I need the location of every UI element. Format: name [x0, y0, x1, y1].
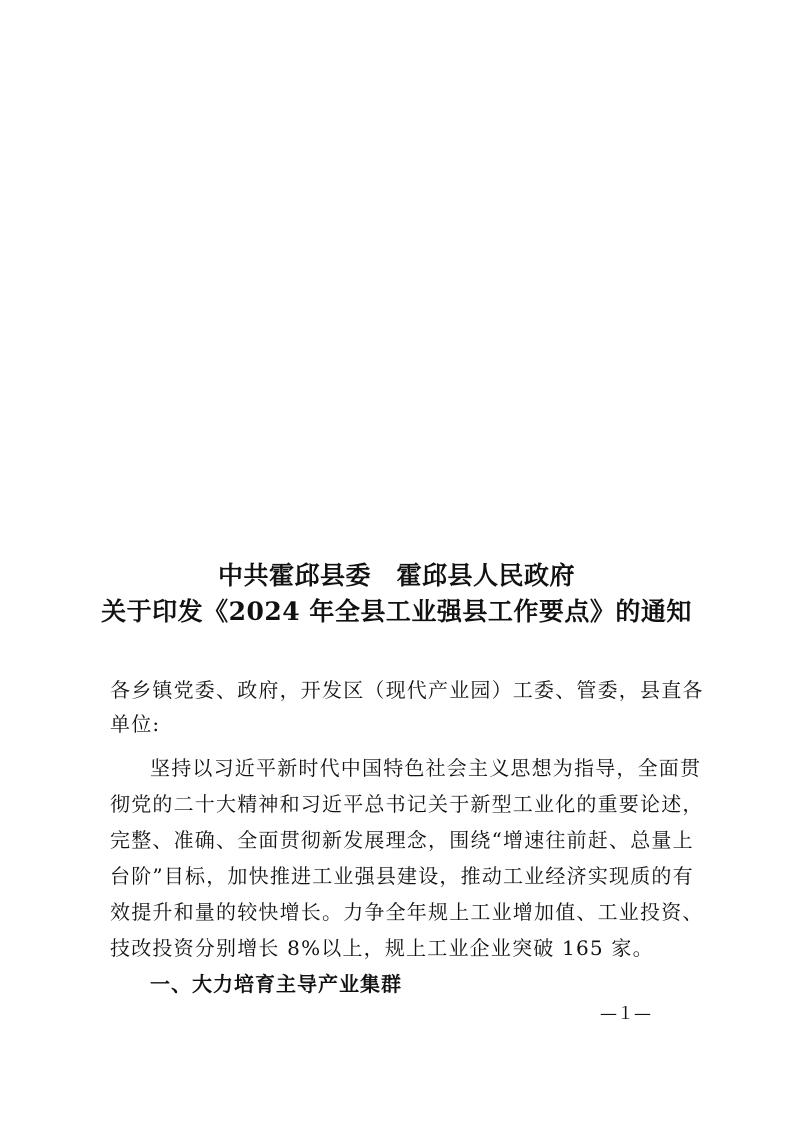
paragraph-line-3: 完整、准确、全面贯彻新发展理念，围绕“增速往前赶、总量上	[110, 828, 694, 852]
salutation-line-2: 单位:	[110, 712, 161, 736]
section-heading-1: 一、大力培育主导产业集群	[150, 972, 402, 996]
document-title-line-1: 中共霍邱县委 霍邱县人民政府	[217, 561, 575, 590]
paragraph-line-2: 彻党的二十大精神和习近平总书记关于新型工业化的重要论述，	[110, 792, 704, 816]
paragraph-line-6: 技改投资分别增长 8%以上，规上工业企业突破 165 家。	[110, 936, 654, 960]
paragraph-line-1: 坚持以习近平新时代中国特色社会主义思想为指导，全面贯	[150, 756, 702, 780]
document-title-line-2: 关于印发《2024 年全县工业强县工作要点》的通知	[101, 597, 692, 626]
page-number: —１—	[600, 1004, 651, 1024]
salutation-line-1: 各乡镇党委、政府，开发区（现代产业园）工委、管委，县直各	[110, 678, 704, 702]
paragraph-line-4: 台阶”目标，加快推进工业强县建设，推动工业经济实现质的有	[110, 864, 694, 888]
paragraph-line-5: 效提升和量的较快增长。力争全年规上工业增加值、工业投资、	[110, 900, 704, 924]
